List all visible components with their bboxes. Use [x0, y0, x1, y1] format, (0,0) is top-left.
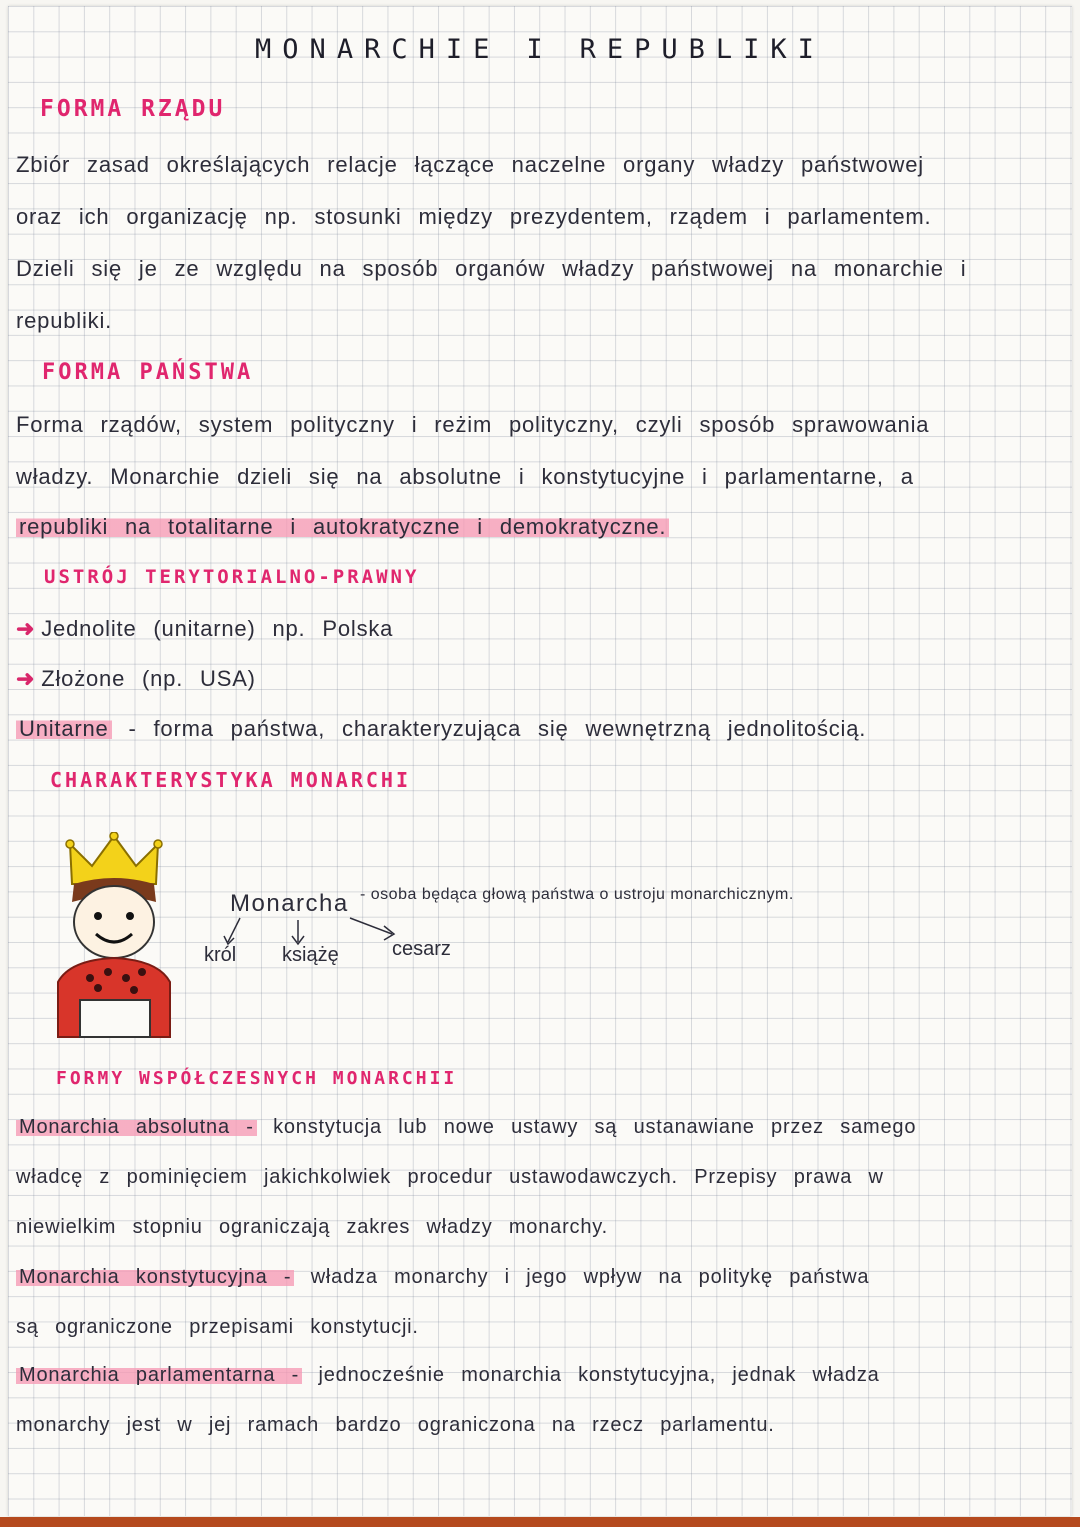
type-krol: król	[204, 944, 237, 966]
monarcha-term: Monarcha	[230, 890, 349, 917]
entry-absolutna-line-2: władcę z pominięciem jakichkolwiek procedur ustawodawczych. Przepisy prawa w	[16, 1166, 884, 1188]
definition-term: Unitarne	[16, 716, 112, 741]
arrow-right-icon: ➜	[16, 616, 36, 641]
entry-absolutna-line-1: Monarchia absolutna - konstytucja lub nowe ustawy są ustanawiane przez samego	[16, 1116, 916, 1139]
forma-rzadu-line-3: Dzieli się je ze względu na sposób organów władzy państwowej na monarchie i	[16, 256, 967, 281]
king-drawing	[50, 832, 180, 1042]
page-title	[0, 34, 1080, 65]
forma-panstwa-highlighted-line: republiki na totalitarne i autokratyczne i demokratyczne.	[16, 514, 669, 539]
arrow-right-icon: ➜	[16, 666, 36, 691]
forma-rzadu-line-4: republiki.	[16, 308, 113, 333]
heading-charakterystyka: CHARAKTERYSTYKA MONARCHI	[50, 768, 411, 792]
type-ksiaze: książę	[282, 944, 339, 966]
ustroj-item-2: ➜ Złożone (np. USA)	[16, 666, 256, 691]
heading-forma-rzadu: FORMA RZĄDU	[40, 96, 226, 122]
monarcha-definition: - osoba będąca głową państwa o ustroju monarchicznym.	[360, 886, 794, 903]
entry-konstytucyjna-line-1: Monarchia konstytucyjna - władza monarchy i jego wpływ na politykę państwa	[16, 1266, 869, 1289]
term-absolutna: Monarchia absolutna -	[16, 1116, 257, 1138]
ustroj-definition	[16, 716, 866, 742]
heading-formy: FORMY WSPÓŁCZESNYCH MONARCHII	[56, 1068, 458, 1089]
heading-forma-panstwa: FORMA PAŃSTWA	[42, 360, 254, 385]
ustroj-item-1: ➜ Jednolite (unitarne) np. Polska	[16, 616, 394, 641]
term-parlamentarna: Monarchia parlamentarna -	[16, 1364, 302, 1386]
title-left: MONARCHIE	[255, 34, 501, 65]
type-cesarz: cesarz	[392, 938, 451, 960]
entry-absolutna-line-3: niewielkim stopniu ograniczają zakres władzy monarchy.	[16, 1216, 608, 1238]
forma-rzadu-line-2: oraz ich organizację np. stosunki między prezydentem, rządem i parlamentem.	[16, 204, 932, 229]
forma-rzadu-line-1: Zbiór zasad określających relacje łączące naczelne organy władzy państwowej	[16, 152, 924, 177]
forma-panstwa-line-1: Forma rządów, system polityczny i reżim polityczny, czyli sposób sprawowania	[16, 412, 930, 437]
heading-ustroj: USTRÓJ TERYTORIALNO-PRAWNY	[44, 566, 420, 588]
title-right: REPUBLIKI	[579, 34, 825, 65]
definition-text: - forma państwa, charakteryzująca się wewnętrzną jednolitością.	[128, 716, 867, 741]
grid-paper	[8, 6, 1072, 1516]
table-edge	[0, 1517, 1080, 1527]
entry-konstytucyjna-line-2: są ograniczone przepisami konstytucji.	[16, 1316, 419, 1338]
entry-parlamentarna-line-2: monarchy jest w jej ramach bardzo ograniczona na rzecz parlamentu.	[16, 1414, 775, 1436]
term-konstytucyjna: Monarchia konstytucyjna -	[16, 1266, 294, 1288]
forma-panstwa-line-2: władzy. Monarchie dzieli się na absolutne i konstytucyjne i parlamentarne, a	[16, 464, 914, 489]
title-separator: I	[526, 34, 554, 65]
entry-parlamentarna-line-1: Monarchia parlamentarna - jednocześnie monarchia konstytucyjna, jednak władza	[16, 1364, 880, 1387]
